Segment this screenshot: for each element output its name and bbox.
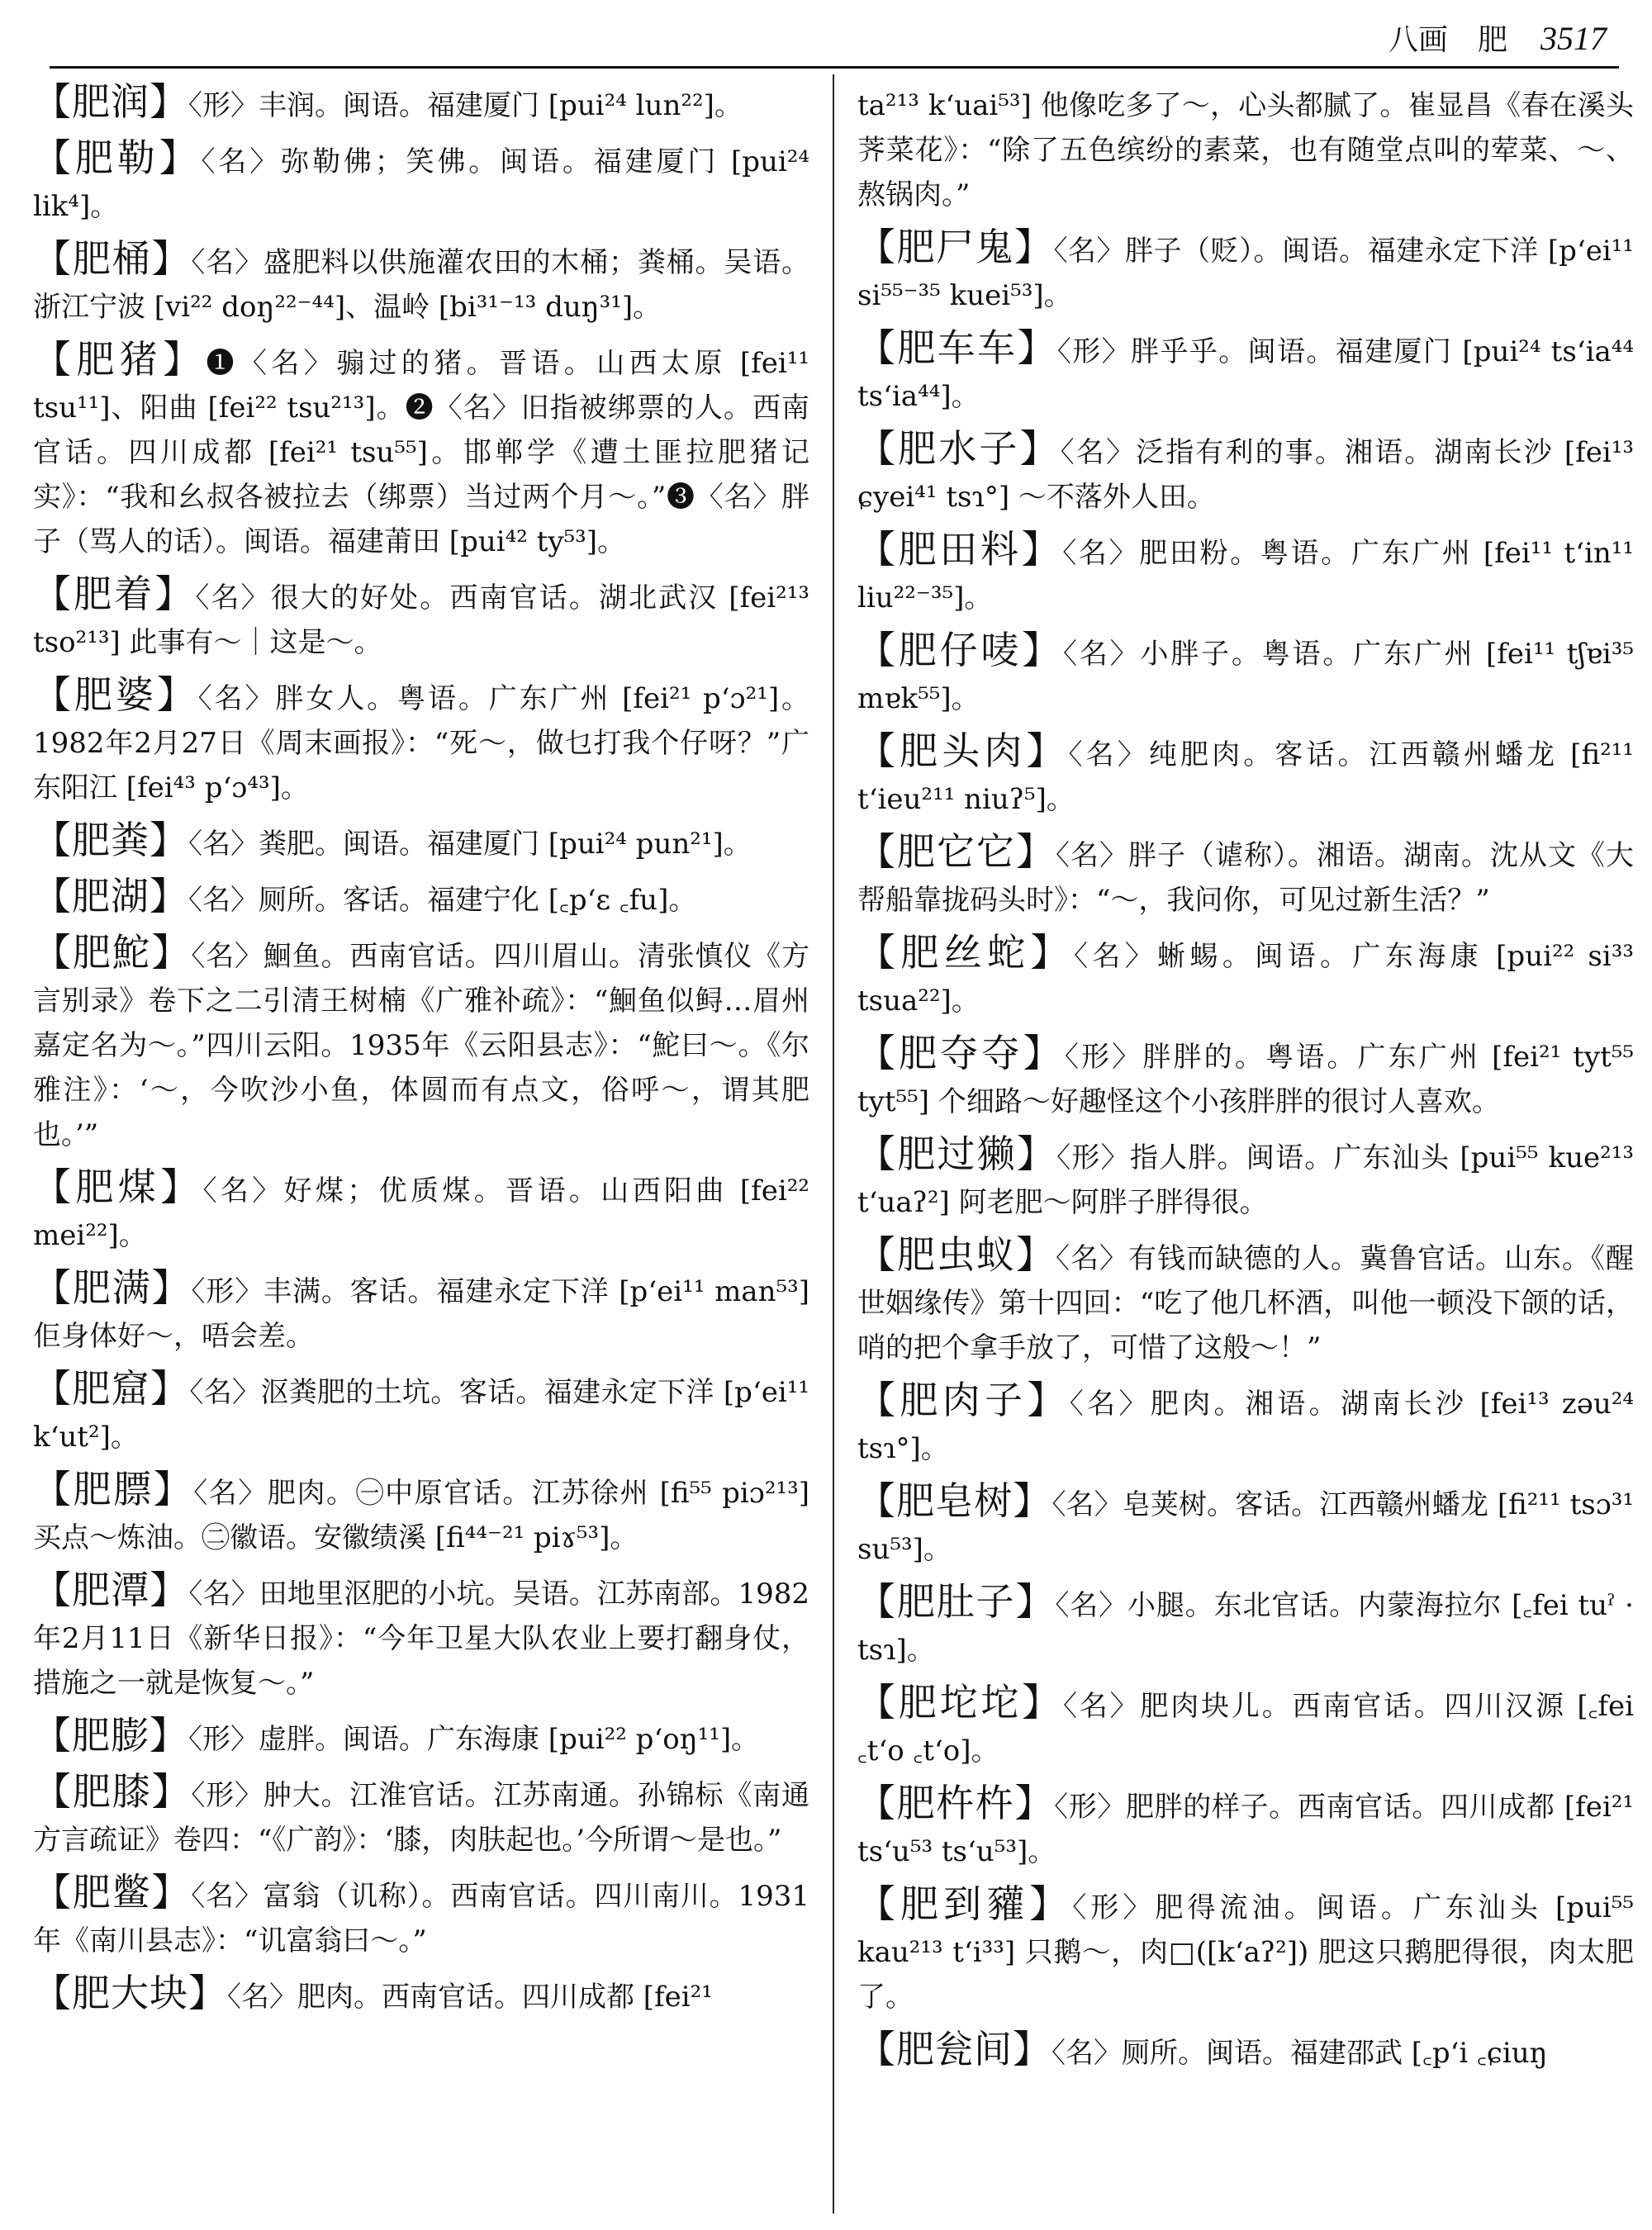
entry-definition: 〈名〉纯肥肉。客话。江西赣州蟠龙 [fi²¹¹ tʻieu²¹¹ niuʔ⁵]。	[857, 738, 1635, 816]
dictionary-entry	[33, 818, 809, 866]
dictionary-entry	[857, 1478, 1634, 1572]
dictionary-entry	[857, 1781, 1634, 1874]
entry-headword: 【肥粪】	[33, 818, 188, 862]
entry-definition: 〈形〉指人胖。闽语。广东汕头 [pui⁵⁵ kue²¹³ tʻuaʔ²] 阿老肥～阿胖子胖得很。	[857, 1141, 1635, 1219]
entry-definition: 〈名〉胖子（谑称）。湘语。湖南。沈从文《大帮船靠拢码头时》：“～，我问你，可见过新生活？”	[857, 839, 1634, 917]
dictionary-entry	[33, 930, 809, 1157]
dictionary-entry	[857, 1031, 1634, 1124]
entry-headword: 【肥猪】	[33, 337, 206, 382]
entry-headword: 【肥虫蚁】	[857, 1232, 1056, 1277]
entry-definition: 〈名〉小腿。东北官话。内蒙海拉尔 [꜀fei tuˀ · tsɿ]。	[857, 1589, 1634, 1667]
dictionary-entry	[33, 1713, 809, 1762]
entry-definition: 〈名〉胖子（贬）。闽语。福建永定下洋 [pʻei¹¹ si⁵⁵⁻³⁵ kuei⁵³]。	[857, 235, 1635, 312]
dictionary-entry	[33, 337, 809, 564]
entry-definition: 〈名〉小胖子。粤语。广东广州 [fei¹¹ tʃɐi³⁵ mɐk⁵⁵]。	[857, 638, 1635, 715]
dictionary-entry	[33, 874, 809, 923]
column-divider	[833, 74, 834, 2213]
entry-headword: 【肥尸鬼】	[857, 225, 1054, 269]
entry-headword: 【肥婆】	[33, 672, 198, 717]
entry-definition: 〈名〉肥肉。西南官话。四川成都 [fei²¹	[227, 1981, 713, 2014]
dictionary-entry	[857, 1579, 1634, 1672]
entry-headword: 【肥仔唛】	[857, 628, 1064, 672]
entry-headword: 【肥鳖】	[33, 1870, 192, 1914]
dictionary-entry	[857, 728, 1634, 822]
dictionary-entry	[857, 1680, 1634, 1773]
dictionary-entry	[33, 1366, 809, 1459]
section-heading: 八画 肥	[1388, 23, 1507, 57]
dictionary-entry	[857, 930, 1634, 1023]
entry-definition: 〈名〉田地里沤肥的小坑。吴语。江苏南部。1982年2月11日《新华日报》：“今年卫星大队农业上要打翻身仗，措施之一就是恢复～。”	[33, 1578, 810, 1700]
dictionary-entry	[33, 572, 809, 665]
entry-definition: 〈名〉厕所。客话。福建宁化 [꜀pʻɛ ꜀fu]。	[188, 884, 697, 917]
entry-headword: 【肥桶】	[33, 236, 192, 281]
entry-definition: 〈名〉盛肥料以供施灌农田的木桶；粪桶。吴语。浙江宁波 [vi²² doŋ²²⁻⁴⁴]、温岭 [bi³¹⁻¹³ duŋ³¹]。	[33, 246, 810, 324]
entry-headword: 【肥膝】	[33, 1769, 192, 1814]
dictionary-entry	[857, 1232, 1634, 1370]
header-rule	[50, 66, 1619, 69]
entry-headword: 【肥头肉】	[857, 728, 1069, 773]
entry-headword: 【肥皂树】	[857, 1478, 1052, 1523]
entry-headword: 【肥鮀】	[33, 930, 192, 975]
dictionary-entry-continued	[857, 79, 1634, 217]
entry-definition: 〈名〉胖女人。粤语。广东广州 [fei²¹ pʻɔ²¹]。1982年2月27日《周末画报》：“死～，做乜打我个仔呀？”广东阳江 [fei⁴³ pʻɔ⁴³]。	[33, 682, 810, 804]
dictionary-entry	[857, 426, 1634, 520]
dictionary-entry	[33, 79, 809, 128]
entry-headword: 【肥膘】	[33, 1467, 194, 1511]
right-column	[857, 79, 1634, 2083]
entry-definition: 〈名〉沤粪肥的土坑。客话。福建永定下洋 [pʻei¹¹ kʻut²]。	[33, 1376, 810, 1454]
entry-headword: 【肥窟】	[33, 1366, 190, 1411]
entry-definition: 〈名〉鮰鱼。西南官话。四川眉山。清张慎仪《方言别录》卷下之二引清王树楠《广雅补疏》：“鮰鱼似鲟…眉州嘉定名为～。”四川云阳。1935年《云阳县志》：“鮀曰～。《尔雅注》：‘～，今吹沙小鱼，体圆而有点文，俗呼～，谓其肥也。’”	[33, 940, 810, 1151]
entry-definition: 〈名〉好煤；优质煤。晋语。山西阳曲 [fei²² mei²²]。	[33, 1174, 809, 1252]
entry-headword: 【肥瓮间】	[857, 2027, 1051, 2071]
entry-definition: ta²¹³ kʻuai⁵³] 他像吃多了～，心头都腻了。崔显昌《春在溪头荠菜花》：“除了五色缤纷的素菜，也有随堂点叫的荤菜、～、熬锅肉。”	[857, 89, 1634, 211]
entry-headword: 【肥着】	[33, 572, 196, 616]
dictionary-entry	[33, 1265, 809, 1359]
entry-definition: 〈形〉胖胖的。粤语。广东广州 [fei²¹ tyt⁵⁵ tyt⁵⁵] 个细路～好趣怪这个小孩胖胖的很讨人喜欢。	[857, 1041, 1635, 1118]
entry-headword: 【肥过獭】	[857, 1132, 1057, 1176]
entry-headword: 【肥湖】	[33, 874, 188, 918]
dictionary-entry	[33, 236, 809, 330]
left-column	[33, 79, 809, 2027]
dictionary-entry	[33, 1568, 809, 1706]
dictionary-entry	[857, 527, 1634, 620]
entry-definition: 〈形〉虚胖。闽语。广东海康 [pui²² pʻoŋ¹¹]。	[188, 1723, 760, 1756]
entry-definition: 〈形〉肥胖的样子。西南官话。四川成都 [fei²¹ tsʻu⁵³ tsʻu⁵³]。	[857, 1791, 1635, 1868]
page-header	[1389, 17, 1607, 59]
dictionary-entry	[857, 2027, 1634, 2076]
dictionary-entry	[857, 628, 1634, 721]
entry-headword: 【肥水子】	[857, 426, 1061, 471]
dictionary-entry	[857, 1378, 1634, 1471]
entry-headword: 【肥膨】	[33, 1713, 188, 1758]
dictionary-entry	[33, 1870, 809, 1963]
dictionary-entry	[33, 672, 809, 810]
entry-definition: 〈名〉肥田粉。粤语。广东广州 [fei¹¹ tʻin¹¹ liu²²⁻³⁵]。	[857, 537, 1634, 614]
dictionary-entry	[857, 225, 1634, 318]
dictionary-entry	[33, 1971, 809, 2019]
entry-headword: 【肥满】	[33, 1265, 192, 1310]
dictionary-entry	[857, 325, 1634, 419]
dictionary-entry	[857, 829, 1634, 923]
dictionary-entry	[33, 135, 809, 229]
entry-definition: 〈形〉丰满。客话。福建永定下洋 [pʻei¹¹ man⁵³] 佢身体好～，唔会差。	[33, 1275, 810, 1353]
entry-definition: 〈名〉泛指有利的事。湘语。湖南长沙 [fei¹³ ɕyei⁴¹ tsɿ°] ～不落外人田。	[857, 436, 1634, 514]
entry-headword: 【肥大块】	[33, 1971, 227, 2015]
entry-definition: 〈名〉很大的好处。西南官话。湖北武汉 [fei²¹³ tso²¹³] 此事有～｜这是～。	[33, 581, 810, 659]
entry-definition: 〈形〉胖乎乎。闽语。福建厦门 [pui²⁴ tsʻia⁴⁴ tsʻia⁴⁴]。	[857, 335, 1634, 413]
entry-definition: 〈名〉肥肉。㊀中原官话。江苏徐州 [fi⁵⁵ piɔ²¹³] 买点～炼油。㊁徽语。安徽绩溪 [fi⁴⁴⁻²¹ piɤ⁵³]。	[33, 1477, 810, 1554]
entry-definition: 〈名〉肥肉。湘语。湖南长沙 [fei¹³ zəu²⁴ tsɿ°]。	[857, 1388, 1634, 1465]
entry-headword: 【肥杵杵】	[857, 1781, 1055, 1825]
entry-definition: 〈形〉丰润。闽语。福建厦门 [pui²⁴ lun²²]。	[188, 89, 743, 122]
entry-definition: 〈形〉肥得流油。闽语。广东汕头 [pui⁵⁵ kau²¹³ tʻi³³] 只鹅～，肉□([kʻaʔ²]) 肥这只鹅肥得很，肉太肥了。	[857, 1891, 1635, 2014]
entry-headword: 【肥坨坨】	[857, 1680, 1064, 1725]
entry-definition: ❶〈名〉骟过的猪。晋语。山西太原 [fei¹¹ tsu¹¹]、阳曲 [fei²² tsu²¹³]。❷〈名〉旧指被绑票的人。西南官话。四川成都 [fei²¹ tsu⁵⁵]。邯郸学《遭土匪拉肥猪记实》：“我和幺叔各被拉去（绑票）当过两个月～。”❸〈名〉胖子（骂人的话）。闽语。福建莆田 [pui⁴² ty⁵³]。	[33, 347, 809, 558]
entry-headword: 【肥潭】	[33, 1568, 189, 1612]
entry-definition: 〈名〉蜥蜴。闽语。广东海康 [pui²² si³³ tsua²²]。	[857, 940, 1634, 1018]
dictionary-entry	[857, 1881, 1634, 2019]
entry-definition: 〈名〉厕所。闽语。福建邵武 [꜀pʻi ꜀ɕiuŋ	[1051, 2037, 1548, 2070]
entry-definition: 〈名〉有钱而缺德的人。冀鲁官话。山东。《醒世姻缘传》第十四回：“吃了他几杯酒，叫他一顿没下颌的话，哨的把个拿手放了，可惜了这般～！”	[857, 1242, 1634, 1364]
entry-definition: 〈形〉肿大。江淮官话。江苏南通。孙锦标《南通方言疏证》卷四：“《广韵》：‘膝，肉肤起也。’今所谓～是也。”	[33, 1779, 810, 1857]
entry-definition: 〈名〉肥肉块儿。西南官话。四川汉源 [꜀fei ꜀tʻo ꜀tʻo]。	[857, 1690, 1635, 1767]
entry-headword: 【肥车车】	[857, 325, 1057, 370]
dictionary-entry	[857, 1132, 1634, 1225]
entry-definition: 〈名〉粪肥。闽语。福建厦门 [pui²⁴ pun²¹]。	[188, 828, 752, 861]
entry-headword: 【肥肉子】	[857, 1378, 1070, 1422]
entry-definition: 〈名〉弥勒佛；笑佛。闽语。福建厦门 [pui²⁴ lik⁴]。	[33, 145, 809, 223]
dictionary-entry	[33, 1165, 809, 1258]
entry-headword: 【肥它它】	[857, 829, 1056, 874]
entry-headword: 【肥勒】	[33, 135, 202, 180]
entry-headword: 【肥润】	[33, 79, 188, 124]
entry-headword: 【肥田料】	[857, 527, 1063, 572]
entry-headword: 【肥肚子】	[857, 1579, 1056, 1624]
entry-headword: 【肥夺夺】	[857, 1031, 1065, 1075]
dictionary-entry	[33, 1467, 809, 1560]
entry-headword: 【肥煤】	[33, 1165, 203, 1209]
entry-headword: 【肥到䝔】	[857, 1881, 1073, 1926]
entry-definition: 〈名〉富翁（讥称）。西南官话。四川南川。1931年《南川县志》：“讥富翁曰～。”	[33, 1880, 809, 1957]
entry-headword: 【肥丝蛇】	[857, 930, 1074, 975]
page-number: 3517	[1540, 20, 1607, 57]
entry-definition: 〈名〉皂荚树。客话。江西赣州蟠龙 [fi²¹¹ tsɔ³¹ su⁵³]。	[857, 1488, 1635, 1566]
dictionary-entry	[33, 1769, 809, 1862]
